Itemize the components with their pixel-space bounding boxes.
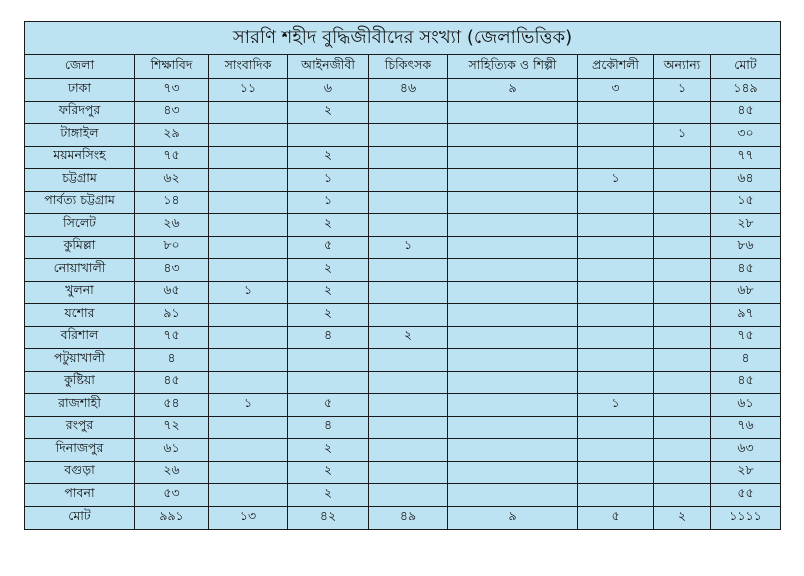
value-cell: ২ [288, 259, 369, 282]
value-cell: ৪ [135, 349, 209, 372]
value-cell [369, 394, 448, 417]
value-cell [369, 439, 448, 462]
district-cell: রাজশাহী [25, 394, 135, 417]
value-cell: ৪৩ [135, 101, 209, 124]
district-cell: কুমিল্লা [25, 236, 135, 259]
value-cell [448, 101, 578, 124]
value-cell [654, 394, 711, 417]
value-cell: ৬৪ [711, 169, 781, 192]
value-cell [209, 439, 288, 462]
value-cell: ৩০ [711, 124, 781, 147]
value-cell [448, 349, 578, 372]
value-cell [578, 326, 654, 349]
value-cell: ৫ [288, 236, 369, 259]
district-cell: নোয়াখালী [25, 259, 135, 282]
value-cell [209, 416, 288, 439]
value-cell: ২ [288, 439, 369, 462]
value-cell: ৪৫ [711, 101, 781, 124]
value-cell: ৪৫ [711, 371, 781, 394]
value-cell [369, 349, 448, 372]
district-cell: পাবনা [25, 484, 135, 507]
table-row [25, 101, 781, 124]
total-cell: ৯৯১ [135, 506, 209, 529]
value-cell [209, 371, 288, 394]
table-row [25, 191, 781, 214]
value-cell: ৮০ [135, 236, 209, 259]
value-cell: ৪ [288, 416, 369, 439]
value-cell: ৭২ [135, 416, 209, 439]
value-cell: ১ [654, 79, 711, 102]
value-cell [369, 484, 448, 507]
value-cell [209, 349, 288, 372]
header-district: জেলা [25, 55, 135, 79]
value-cell [448, 416, 578, 439]
value-cell: ৬৩ [711, 439, 781, 462]
value-cell: ৫৪ [135, 394, 209, 417]
value-cell [578, 146, 654, 169]
table-row [25, 349, 781, 372]
value-cell: ৯৭ [711, 304, 781, 327]
district-cell: টাঙ্গাইল [25, 124, 135, 147]
value-cell: ৪৩ [135, 259, 209, 282]
value-cell [654, 191, 711, 214]
value-cell [448, 146, 578, 169]
value-cell: ২ [369, 326, 448, 349]
value-cell [654, 304, 711, 327]
value-cell: ৭৩ [135, 79, 209, 102]
value-cell: ২৬ [135, 214, 209, 237]
value-cell: ১ [369, 236, 448, 259]
table-row [25, 461, 781, 484]
value-cell [654, 146, 711, 169]
value-cell [578, 124, 654, 147]
value-cell [209, 304, 288, 327]
value-cell [448, 439, 578, 462]
value-cell [448, 371, 578, 394]
value-cell: ১১ [209, 79, 288, 102]
total-cell: ৪২ [288, 506, 369, 529]
header-total: মোট [711, 55, 781, 79]
value-cell: ৫ [288, 394, 369, 417]
value-cell: ৭৫ [711, 326, 781, 349]
value-cell [654, 169, 711, 192]
district-cell: দিনাজপুর [25, 439, 135, 462]
value-cell [448, 191, 578, 214]
value-cell: ৬২ [135, 169, 209, 192]
value-cell: ৬৫ [135, 281, 209, 304]
value-cell [654, 259, 711, 282]
table-row [25, 326, 781, 349]
value-cell [654, 349, 711, 372]
value-cell [654, 461, 711, 484]
value-cell: ১৪ [135, 191, 209, 214]
value-cell: ১ [209, 394, 288, 417]
value-cell: ২ [288, 304, 369, 327]
value-cell [578, 461, 654, 484]
value-cell [448, 394, 578, 417]
value-cell [578, 439, 654, 462]
value-cell [578, 484, 654, 507]
value-cell [578, 281, 654, 304]
district-cell: খুলনা [25, 281, 135, 304]
value-cell: ১ [578, 394, 654, 417]
value-cell: ২ [288, 281, 369, 304]
value-cell [369, 371, 448, 394]
value-cell [369, 124, 448, 147]
value-cell [369, 304, 448, 327]
value-cell: ৭৬ [711, 416, 781, 439]
table-row [25, 169, 781, 192]
value-cell [578, 416, 654, 439]
value-cell [654, 439, 711, 462]
value-cell [448, 169, 578, 192]
value-cell [369, 191, 448, 214]
table-row [25, 79, 781, 102]
value-cell [654, 281, 711, 304]
value-cell [578, 371, 654, 394]
value-cell: ২৮ [711, 461, 781, 484]
value-cell: ২ [288, 461, 369, 484]
value-cell: ৭৫ [135, 146, 209, 169]
total-cell: ১৩ [209, 506, 288, 529]
value-cell: ৫৩ [135, 484, 209, 507]
value-cell [654, 371, 711, 394]
district-cell: কুষ্টিয়া [25, 371, 135, 394]
total-cell: মোট [25, 506, 135, 529]
value-cell [369, 461, 448, 484]
value-cell [209, 484, 288, 507]
value-cell: ৯ [448, 79, 578, 102]
value-cell [288, 349, 369, 372]
value-cell [209, 169, 288, 192]
table-title: সারণি শহীদ বুদ্ধিজীবীদের সংখ্যা (জেলাভিত্তিক) [25, 22, 781, 55]
value-cell: ২৮ [711, 214, 781, 237]
district-cell: ফরিদপুর [25, 101, 135, 124]
district-cell: চট্টগ্রাম [25, 169, 135, 192]
value-cell [578, 304, 654, 327]
value-cell [654, 214, 711, 237]
value-cell: ২৬ [135, 461, 209, 484]
total-cell: ১১১১ [711, 506, 781, 529]
value-cell: ৪৬ [369, 79, 448, 102]
value-cell: ১ [288, 169, 369, 192]
header-journalist: সাংবাদিক [209, 55, 288, 79]
header-litterateur-artist: সাহিত্যিক ও শিল্পী [448, 55, 578, 79]
value-cell [448, 326, 578, 349]
value-cell: ৮৬ [711, 236, 781, 259]
value-cell [369, 101, 448, 124]
value-cell: ৩ [578, 79, 654, 102]
value-cell [209, 124, 288, 147]
title-row [25, 22, 781, 55]
value-cell: ৬ [288, 79, 369, 102]
value-cell: ৪৫ [135, 371, 209, 394]
district-cell: যশোর [25, 304, 135, 327]
value-cell: ৯১ [135, 304, 209, 327]
value-cell: ২ [288, 214, 369, 237]
value-cell [448, 124, 578, 147]
table-row [25, 416, 781, 439]
value-cell [209, 461, 288, 484]
value-cell [369, 214, 448, 237]
table-row [25, 214, 781, 237]
value-cell [448, 304, 578, 327]
value-cell [448, 259, 578, 282]
district-cell: রংপুর [25, 416, 135, 439]
header-lawyer: আইনজীবী [288, 55, 369, 79]
value-cell: ১ [578, 169, 654, 192]
value-cell: ৪৫ [711, 259, 781, 282]
value-cell [209, 214, 288, 237]
value-cell: ২ [288, 101, 369, 124]
value-cell [209, 191, 288, 214]
table-row [25, 371, 781, 394]
table-row [25, 281, 781, 304]
table-row [25, 146, 781, 169]
district-cell: ময়মনসিংহ [25, 146, 135, 169]
value-cell: ২৯ [135, 124, 209, 147]
value-cell: ৪ [711, 349, 781, 372]
table-row [25, 484, 781, 507]
header-row [25, 55, 781, 79]
district-cell: বরিশাল [25, 326, 135, 349]
total-row [25, 506, 781, 529]
value-cell [369, 259, 448, 282]
value-cell [654, 236, 711, 259]
district-cell: সিলেট [25, 214, 135, 237]
value-cell [369, 281, 448, 304]
value-cell: ১ [654, 124, 711, 147]
header-educationist: শিক্ষাবিদ [135, 55, 209, 79]
value-cell [448, 461, 578, 484]
value-cell: ৪ [288, 326, 369, 349]
value-cell: ২ [288, 146, 369, 169]
value-cell [654, 326, 711, 349]
value-cell [654, 101, 711, 124]
value-cell: ৭৭ [711, 146, 781, 169]
table-body [25, 79, 781, 507]
table-row [25, 439, 781, 462]
value-cell: ৬৮ [711, 281, 781, 304]
header-doctor: চিকিৎসক [369, 55, 448, 79]
district-cell: বগুড়া [25, 461, 135, 484]
value-cell [369, 169, 448, 192]
value-cell: ১ [288, 191, 369, 214]
value-cell [209, 146, 288, 169]
value-cell: ১৫ [711, 191, 781, 214]
total-cell: ২ [654, 506, 711, 529]
value-cell [578, 236, 654, 259]
district-cell: ঢাকা [25, 79, 135, 102]
value-cell [578, 214, 654, 237]
value-cell: ৫৫ [711, 484, 781, 507]
value-cell [578, 259, 654, 282]
value-cell [578, 191, 654, 214]
value-cell [288, 371, 369, 394]
value-cell [448, 214, 578, 237]
value-cell [654, 416, 711, 439]
value-cell [578, 349, 654, 372]
header-others: অন্যান্য [654, 55, 711, 79]
table-row [25, 236, 781, 259]
value-cell: ২ [288, 484, 369, 507]
value-cell: ১৪৯ [711, 79, 781, 102]
value-cell: ১ [209, 281, 288, 304]
value-cell [448, 281, 578, 304]
total-cell: ৯ [448, 506, 578, 529]
table-row [25, 304, 781, 327]
value-cell [369, 146, 448, 169]
table-row [25, 259, 781, 282]
header-engineer: প্রকৌশলী [578, 55, 654, 79]
value-cell [209, 101, 288, 124]
value-cell [288, 124, 369, 147]
value-cell [209, 326, 288, 349]
table-row [25, 124, 781, 147]
value-cell [578, 101, 654, 124]
table-row [25, 394, 781, 417]
value-cell [369, 416, 448, 439]
total-cell: ৪৯ [369, 506, 448, 529]
value-cell: ৬১ [711, 394, 781, 417]
value-cell [654, 484, 711, 507]
total-cell: ৫ [578, 506, 654, 529]
value-cell: ৭৫ [135, 326, 209, 349]
district-cell: পার্বত্য চট্টগ্রাম [25, 191, 135, 214]
district-cell: পটুয়াখালী [25, 349, 135, 372]
value-cell [448, 484, 578, 507]
value-cell [209, 259, 288, 282]
value-cell: ৬১ [135, 439, 209, 462]
value-cell [448, 236, 578, 259]
intellectuals-table [24, 21, 781, 530]
value-cell [209, 236, 288, 259]
